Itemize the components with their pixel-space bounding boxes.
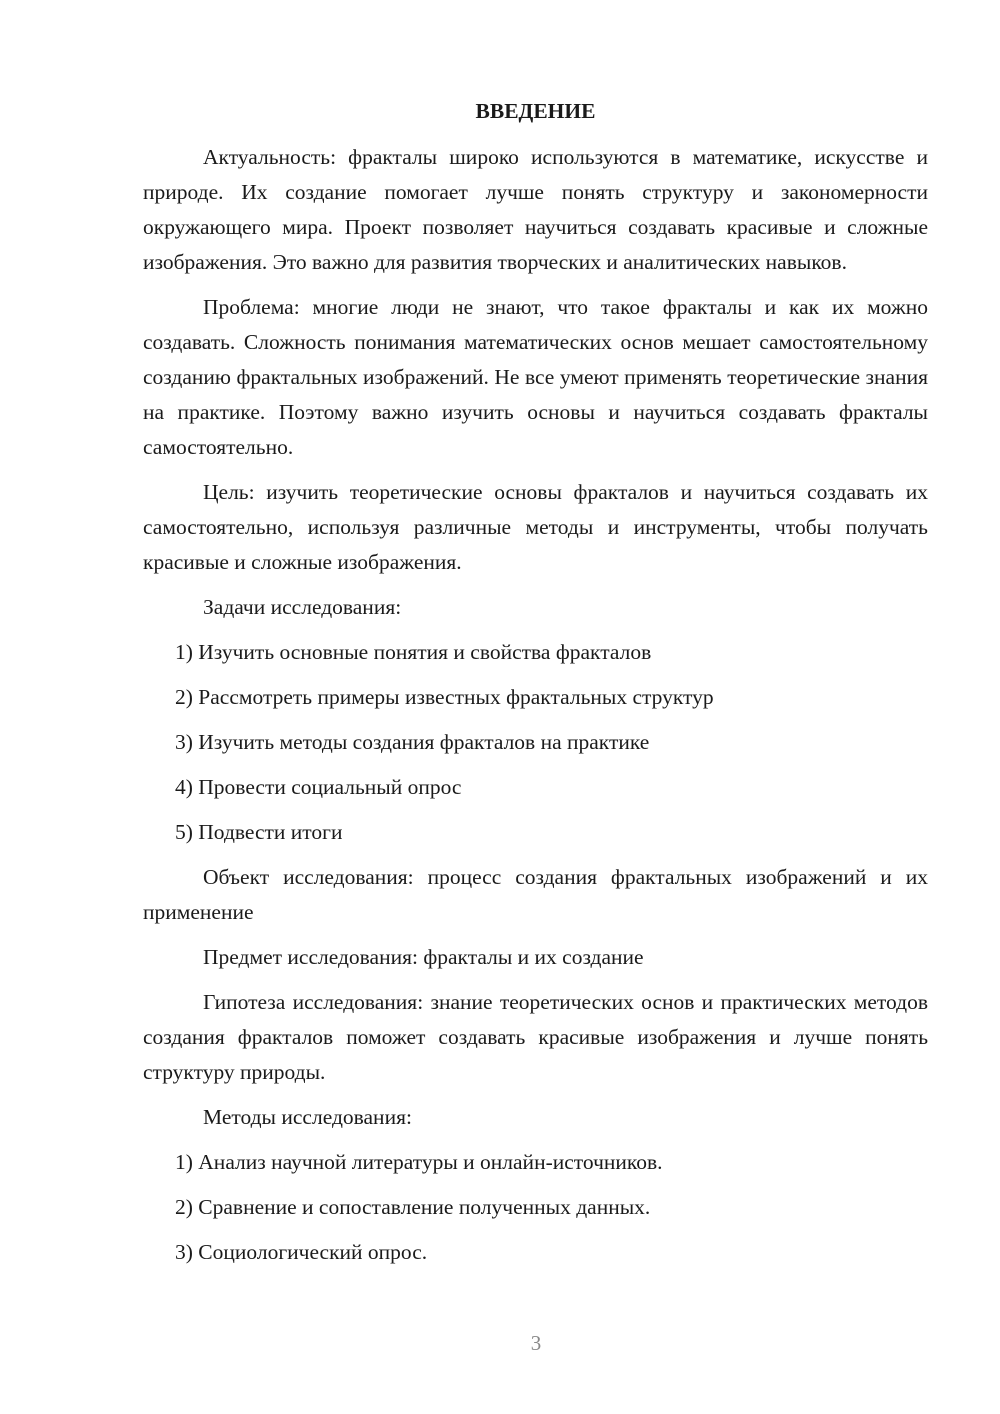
document-page bbox=[143, 96, 928, 1280]
task-item: 4) Провести социальный опрос bbox=[175, 775, 462, 799]
goal-paragraph: Цель: изучить теоретические основы фракталов и научиться создавать их самостоятельно, используя различные методы и инструменты, чтобы получать красивые и сложные изображения. bbox=[143, 480, 928, 574]
problem-paragraph: Проблема: многие люди не знают, что такое фракталы и как их можно создавать. Сложность понимания математических основ мешает самостоятельному созданию фрактальных изображений. Не все умеют применять теоретические знания на практике. Поэтому важно изучить основы и научиться создавать фракталы самостоятельно. bbox=[143, 295, 928, 459]
task-item: 2) Рассмотреть примеры известных фрактальных структур bbox=[175, 685, 714, 709]
methods-label: Методы исследования: bbox=[203, 1105, 412, 1129]
section-heading: ВВЕДЕНИЕ bbox=[475, 99, 596, 123]
task-item: 3) Изучить методы создания фракталов на практике bbox=[175, 730, 650, 754]
tasks-label: Задачи исследования: bbox=[203, 595, 402, 619]
subject-paragraph: Предмет исследования: фракталы и их создание bbox=[203, 945, 644, 969]
hypothesis-paragraph: Гипотеза исследования: знание теоретических основ и практических методов создания фракталов поможет создавать красивые изображения и лучше понять структуру природы. bbox=[143, 990, 928, 1084]
relevance-paragraph: Актуальность: фракталы широко используются в математике, искусстве и природе. Их создание помогает лучше понять структуру и закономерности окружающего мира. Проект позволяет научиться создавать красивые и сложные изображения. Это важно для развития творческих и аналитических навыков. bbox=[143, 145, 928, 274]
page-number: 3 bbox=[530, 1331, 542, 1355]
task-item: 5) Подвести итоги bbox=[175, 820, 343, 844]
object-paragraph: Объект исследования: процесс создания фрактальных изображений и их применение bbox=[143, 865, 928, 924]
method-item: 3) Социологический опрос. bbox=[175, 1240, 428, 1264]
task-item: 1) Изучить основные понятия и свойства фракталов bbox=[175, 640, 652, 664]
method-item: 1) Анализ научной литературы и онлайн-источников. bbox=[175, 1150, 663, 1174]
method-item: 2) Сравнение и сопоставление полученных данных. bbox=[175, 1195, 651, 1219]
